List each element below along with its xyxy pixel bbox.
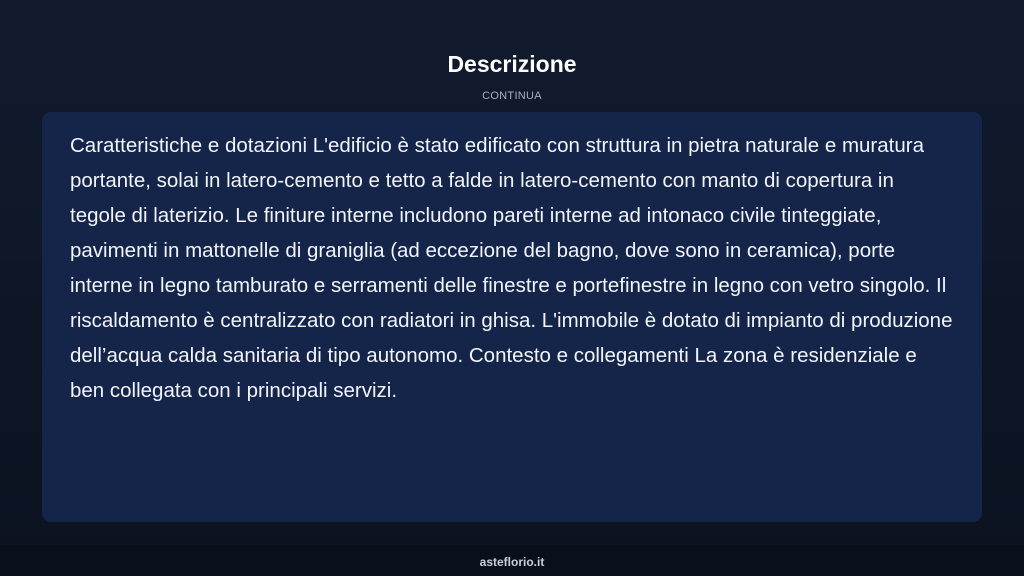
page-title: Descrizione (447, 51, 577, 77)
description-card (42, 112, 982, 522)
page-header (0, 0, 1024, 112)
footer-bar (0, 545, 1024, 576)
site-label: asteflorio.it (479, 555, 545, 569)
continue-label: CONTINUA (482, 90, 542, 102)
description-text: Caratteristiche e dotazioni L'edificio è stato edificato con struttura in pietra naturale e muratura portante, solai in latero-cemento e tetto a falde in latero-cemento con manto di copertura in tegole di laterizio. Le finiture interne includono pareti interne ad intonaco civile tinteggiate, pavimenti in mattonelle di graniglia (ad eccezione del bagno, dove sono in ceramica), porte interne in legno tamburato e serramenti delle finestre e portefinestre in legno con vetro singolo. Il riscaldamento è centralizzato con radiatori in ghisa. L'immobile è dotato di impianto di produzione dell’acqua calda sanitaria di tipo autonomo. Contesto e collegamenti La zona è residenziale e ben collegata con i principali servizi. (70, 134, 953, 402)
